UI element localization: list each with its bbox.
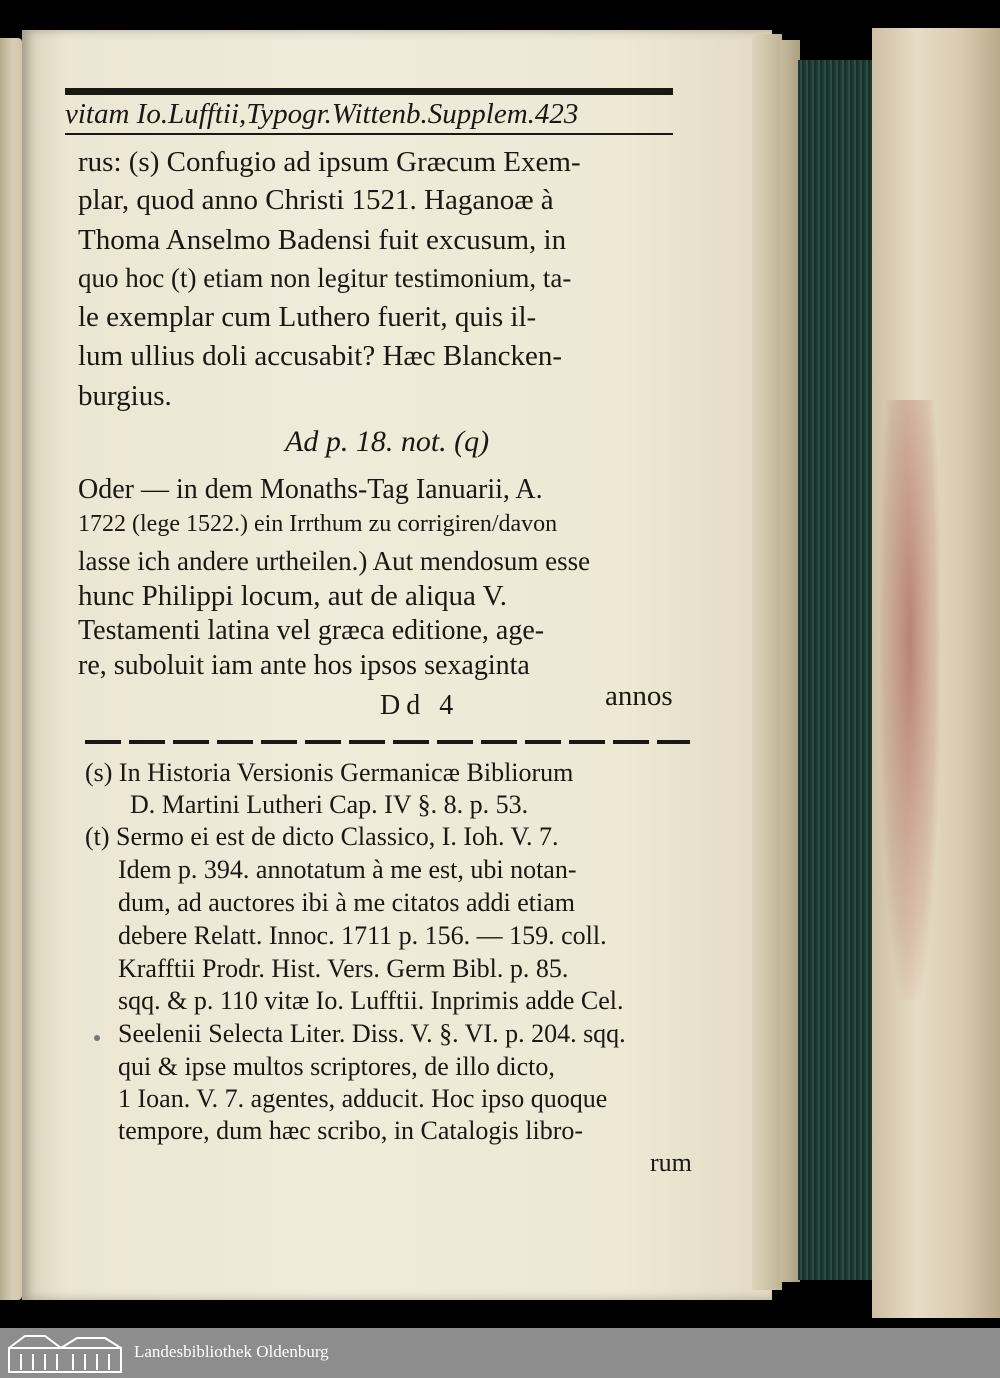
section-line: hunc Philippi locum, aut de aliqua V. [78, 580, 508, 612]
section-line: lasse ich andere urtheilen.) Aut mendosum esse [78, 546, 591, 576]
header-underline [65, 133, 673, 135]
footnote-line: Idem p. 394. annotatum à me est, ubi notan- [118, 855, 577, 884]
section-line: 1722 (lege 1522.) ein Irrthum zu corrigiren/davon [78, 511, 558, 537]
main-line: le exemplar cum Luthero fuerit, quis il- [78, 301, 537, 333]
footnote-line: Krafftii Prodr. Hist. Vers. Germ Bibl. p. 85. [118, 954, 569, 983]
library-footer [0, 1328, 1000, 1378]
footnote-line: qui & ipse multos scriptores, de illo dicto, [118, 1052, 555, 1081]
footnote-line: D. Martini Lutheri Cap. IV §. 8. p. 53. [130, 790, 529, 819]
previous-page-edge [0, 38, 22, 1300]
footnote-line: sqq. & p. 110 vitæ Io. Lufftii. Inprimis adde Cel. [118, 986, 624, 1015]
section-line: Oder — in dem Monaths-Tag Ianuarii, A. [78, 474, 543, 505]
footnote-separator [85, 740, 690, 744]
section-heading: Ad p. 18. not. (q) [285, 425, 490, 458]
footnote-line: dum, ad auctores ibi à me citatos addi etiam [118, 888, 576, 917]
main-line: quo hoc (t) etiam non legitur testimonium, ta- [78, 263, 572, 293]
section-line: Testamenti latina vel græca editione, age- [78, 615, 545, 646]
signature-mark: Dd 4 [380, 690, 460, 721]
fore-edge [798, 60, 880, 1280]
main-line: plar, quod anno Christi 1521. Haganoæ à [78, 184, 554, 216]
library-name: Landesbibliothek Oldenburg [134, 1342, 329, 1361]
main-line: lum ullius doli accusabit? Hæc Blancken- [78, 340, 563, 372]
footnote-line: tempore, dum hæc scribo, in Catalogis libro- [118, 1116, 584, 1145]
footnote-line: (t) Sermo ei est de dicto Classico, I. Ioh. V. 7. [85, 822, 559, 851]
page-edges-inner [780, 40, 800, 1282]
footnote-line: (s) In Historia Versionis Germanicæ Bibliorum [85, 758, 574, 787]
footnote-line: debere Relatt. Innoc. 1711 p. 156. — 159. coll. [118, 921, 607, 950]
catchword: annos [605, 680, 673, 712]
section-line: re, suboluit iam ante hos ipsos sexaginta [78, 650, 530, 681]
cover-stain [880, 400, 940, 1000]
footnote-catchword: rum [650, 1148, 692, 1177]
main-line: Thoma Anselmo Badensi fuit excusum, in [78, 224, 567, 256]
footnote-line: 1 Ioan. V. 7. agentes, adducit. Hoc ipso quoque [118, 1084, 608, 1113]
library-building-logo-icon [5, 1332, 125, 1374]
footnote-line: Seelenii Selecta Liter. Diss. V. §. VI. p. 204. sqq. [118, 1019, 626, 1048]
header-rule [65, 88, 673, 95]
ink-spot [94, 1035, 100, 1041]
running-head: vitam Io.Lufftii,Typogr.Wittenb.Supplem.423 [65, 98, 579, 130]
main-line: burgius. [78, 380, 172, 412]
main-line: rus: (s) Confugio ad ipsum Græcum Exem- [78, 146, 581, 178]
page-edges [752, 34, 782, 1290]
